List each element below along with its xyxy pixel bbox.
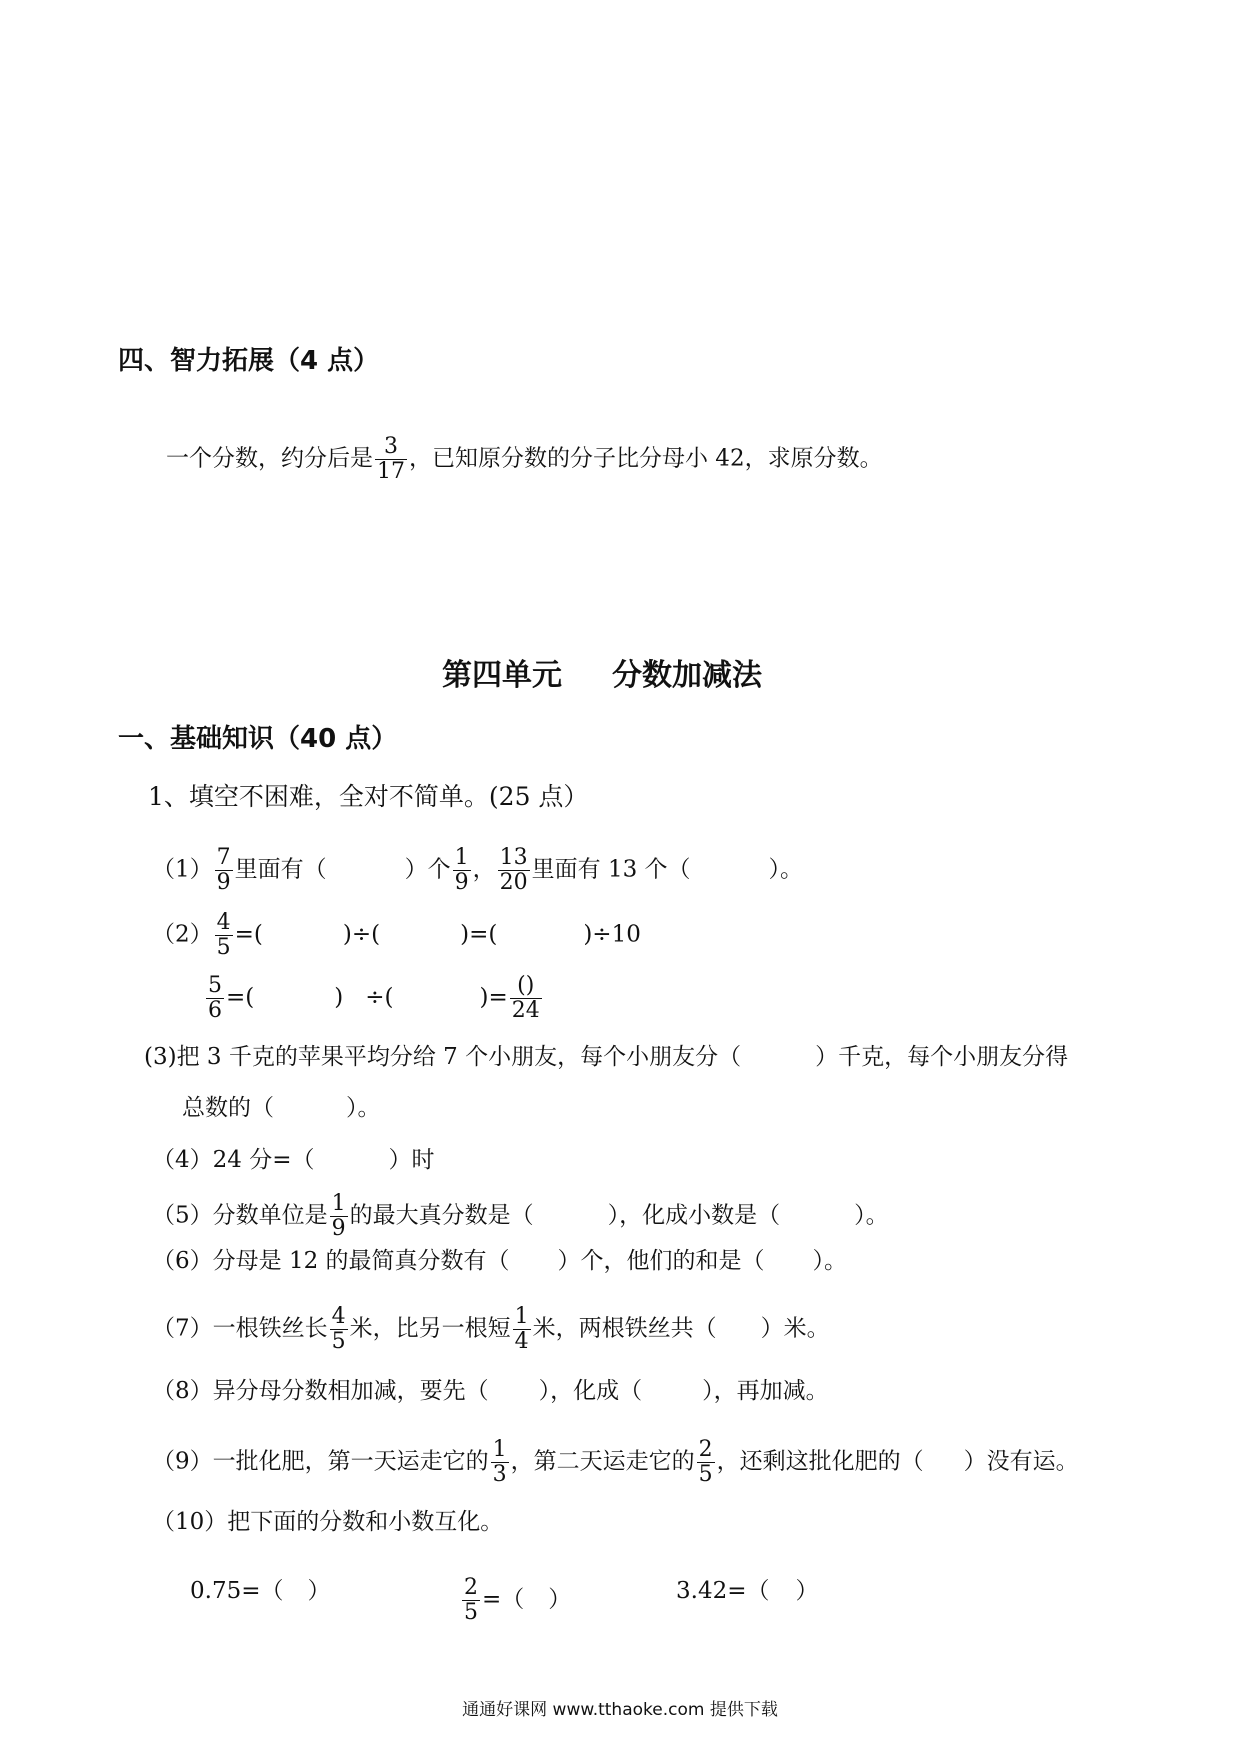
q1-3-line1: (3)把 3 千克的苹果平均分给 7 个小朋友，每个小朋友分（ ）千克，每个小朋友分得 <box>144 1044 1069 1070</box>
fraction: $\frac{()}{24}$ <box>511 973 540 1023</box>
fraction: $\frac{1}{4}$ <box>514 1304 529 1354</box>
unit-title <box>442 650 762 694</box>
fraction: $\frac{4}{5}$ <box>216 910 231 960</box>
fraction: $\frac{1}{3}$ <box>492 1437 507 1487</box>
fraction: $\frac{13}{20}$ <box>499 845 528 895</box>
unit-title-part2: 分数加减法 <box>612 658 762 693</box>
q1-10-item3: 3.42=（ ） <box>676 1578 819 1604</box>
q1-10-title: （10）把下面的分数和小数互化。 <box>152 1509 504 1535</box>
q1-9: （9）一批化肥，第一天运走它的 $\frac{1}{3}$ ，第二天运走它的 $\frac{2}{5}$ ，还剩这批化肥的（ ）没有运。 <box>152 1437 1079 1487</box>
q1-6: （6）分母是 12 的最简真分数有（ ）个，他们的和是（ ）。 <box>152 1248 848 1274</box>
fraction: $\frac{1}{9}$ <box>331 1191 346 1241</box>
q1-title: 1、填空不困难，全对不简单。(25 点） <box>148 782 589 811</box>
unit-title-part1: 第四单元 <box>442 658 562 693</box>
fraction: $\frac{2}{5}$ <box>698 1437 713 1487</box>
section1-heading: 一、基础知识（40 点） <box>118 724 398 754</box>
q1-3-line2: 总数的（ ）。 <box>182 1095 381 1121</box>
section4-heading: 四、智力拓展（4 点） <box>118 346 380 376</box>
q-text: ，已知原分数的分子比分母小 42，求原分数。 <box>409 445 883 472</box>
q1-8: （8）异分母分数相加减，要先（ ），化成（ ），再加减。 <box>152 1378 829 1404</box>
footer: 通通好课网 www.tthaoke.com 提供下载 <box>462 1700 778 1720</box>
q-text: 一个分数，约分后是 <box>166 445 373 472</box>
fraction: $\frac{4}{5}$ <box>331 1304 346 1354</box>
q1-2b: $\frac{5}{6}$ =( ) ÷( )= $\frac{()}{24}$ <box>208 973 540 1023</box>
fraction: $\frac{7}{9}$ <box>216 845 231 895</box>
q1-7: （7）一根铁丝长 $\frac{4}{5}$ 米，比另一根短 $\frac{1}{4}$ 米，两根铁丝共（ ）米。 <box>152 1304 830 1354</box>
q1-2a: （2） $\frac{4}{5}$ =( )÷( )=( )÷10 <box>152 910 641 960</box>
section4-question <box>166 435 883 484</box>
fraction: $\frac{2}{5}$ <box>464 1575 478 1625</box>
fraction: $\frac{1}{9}$ <box>454 845 469 895</box>
q1-5: （5）分数单位是 $\frac{1}{9}$ 的最大真分数是（ ），化成小数是（ ）。 <box>152 1191 889 1241</box>
q1-10-item2: $\frac{2}{5}$ =（ ） <box>464 1575 572 1625</box>
q1-10-item1: 0.75=（ ） <box>190 1578 331 1604</box>
q1-1: （1） $\frac{7}{9}$ 里面有（ ）个 $\frac{1}{9}$ ， $\frac{13}{20}$ 里面有 13 个（ ）。 <box>152 845 804 895</box>
fraction: $\frac{3}{17}$ <box>377 434 405 484</box>
q1-4: （4）24 分=（ ）时 <box>152 1147 435 1173</box>
fraction: $\frac{5}{6}$ <box>208 973 222 1023</box>
